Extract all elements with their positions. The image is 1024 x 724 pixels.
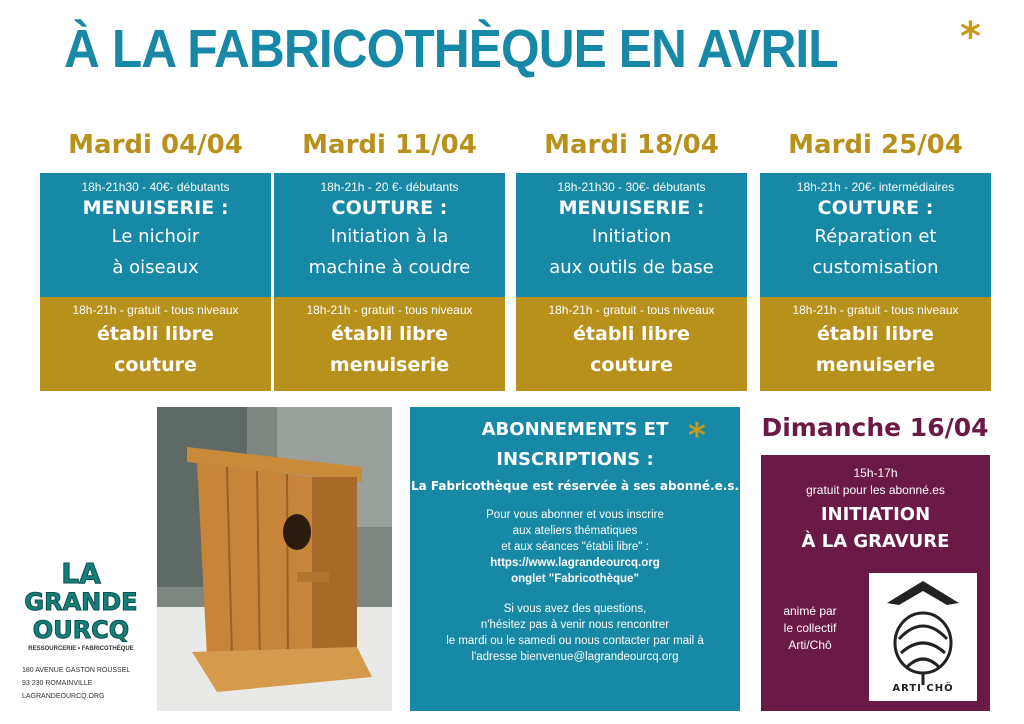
open-bench-meta: 18h-21h - gratuit - tous niveaux (548, 303, 715, 317)
address-line: 180 AVENUE GASTON ROUSSEL (22, 667, 131, 674)
open-bench (760, 297, 991, 391)
open-bench-title: établi libre (817, 323, 934, 345)
day-heading: Mardi 25/04 (788, 130, 963, 160)
logo-line: OURCQ (32, 616, 130, 644)
info-line: et aux séances "établi libre" : (501, 541, 649, 553)
workshop-title: Initiation à la (330, 226, 449, 247)
workshop-card (760, 173, 991, 391)
workshop-card (516, 173, 747, 391)
website-link[interactable]: https://www.lagrandeourcq.org (490, 557, 660, 569)
sunday-note: le collectif (783, 621, 837, 635)
workshop-main (274, 173, 505, 297)
workshop-category: COUTURE : (331, 197, 448, 219)
workshop-card (40, 173, 271, 391)
workshop-category: MENUISERIE : (558, 197, 705, 219)
sunday-time: 15h-17h (853, 466, 898, 480)
subscriptions-info (410, 507, 740, 587)
artichoke-icon (869, 573, 977, 701)
day-heading: Mardi 18/04 (544, 130, 719, 160)
address-line: 93 230 ROMAINVILLE (22, 680, 93, 687)
website-text: LAGRANDEOURCQ.ORG (22, 693, 105, 700)
info-line: onglet "Fabricothèque" (511, 573, 639, 585)
workshop-title: customisation (812, 257, 939, 278)
open-bench-title: établi libre (573, 323, 690, 345)
page-title: À LA FABRICOTHÈQUE EN AVRIL (64, 19, 838, 79)
open-bench-title: menuiserie (329, 354, 450, 376)
sunday-title: À LA GRAVURE (801, 531, 950, 552)
open-bench-title: établi libre (331, 323, 448, 345)
asterisk-icon: * (688, 416, 706, 456)
asterisk-icon: * (960, 14, 981, 60)
subscriptions-subheading: La Fabricothèque est réservée à ses abonné.e.s. (410, 479, 740, 493)
open-bench-title: menuiserie (815, 354, 936, 376)
info-line: Pour vous abonner et vous inscrire (486, 509, 664, 521)
open-bench-meta: 18h-21h - gratuit - tous niveaux (306, 303, 473, 317)
sunday-heading: Dimanche 16/04 (761, 413, 989, 442)
day-heading: Mardi 11/04 (302, 130, 477, 160)
questions-info (410, 601, 740, 665)
logo-tagline: RESSOURCERIE • FABRICOTHÈQUE (28, 646, 134, 652)
workshop-category: COUTURE : (817, 197, 934, 219)
open-bench-title: couture (590, 354, 673, 376)
subscriptions-heading: INSCRIPTIONS : (496, 449, 654, 470)
info-line: le mardi ou le samedi ou nous contacter par mail à (446, 635, 704, 647)
workshop-meta: 18h-21h30 - 30€- débutants (557, 180, 706, 194)
birdhouse-photo (157, 407, 392, 711)
workshop-category: MENUISERIE : (82, 197, 229, 219)
workshop-title: aux outils de base (549, 257, 714, 278)
logo-line: LA (61, 557, 101, 590)
sunday-note: animé par (783, 604, 837, 618)
workshop-card (274, 173, 505, 391)
sunday-note: Arti/Chô (788, 638, 832, 652)
workshop-meta: 18h-21h30 - 40€- débutants (81, 180, 230, 194)
open-bench (40, 297, 271, 391)
workshop-title: machine à coudre (308, 257, 471, 278)
workshop-title: Le nichoir (111, 226, 200, 247)
open-bench (516, 297, 747, 391)
open-bench-title: couture (114, 354, 197, 376)
workshop-title: Réparation et (814, 226, 937, 247)
workshop-main (760, 173, 991, 297)
sunday-title: INITIATION (820, 504, 931, 525)
open-bench-meta: 18h-21h - gratuit - tous niveaux (792, 303, 959, 317)
info-line: Si vous avez des questions, (503, 603, 647, 615)
sunday-price: gratuit pour les abonné.es (806, 483, 945, 497)
workshop-title: à oiseaux (112, 257, 199, 278)
sunday-panel (761, 455, 990, 711)
subscriptions-heading: ABONNEMENTS ET (481, 419, 669, 440)
workshop-main (516, 173, 747, 297)
artichaut-logo (869, 573, 977, 701)
artichaut-logo-text: ARTI CHÔ (892, 683, 954, 694)
email-link[interactable]: l'adresse bienvenue@lagrandeourcq.org (471, 651, 679, 663)
la-grande-ourcq-logo (22, 557, 140, 703)
workshop-meta: 18h-21h - 20€- intermédiaires (796, 180, 955, 194)
info-line: aux ateliers thématiques (512, 525, 638, 537)
info-line: n'hésitez pas à venir nous rencontrer (480, 619, 670, 631)
open-bench-title: établi libre (97, 323, 214, 345)
workshop-main (40, 173, 271, 297)
birdhouse-illustration (157, 407, 392, 711)
day-heading: Mardi 04/04 (68, 130, 243, 160)
workshop-title: Initiation (591, 226, 672, 247)
logo-line: GRANDE (24, 588, 138, 616)
workshop-meta: 18h-21h - 20 €- débutants (320, 180, 459, 194)
open-bench (274, 297, 505, 391)
open-bench-meta: 18h-21h - gratuit - tous niveaux (72, 303, 239, 317)
